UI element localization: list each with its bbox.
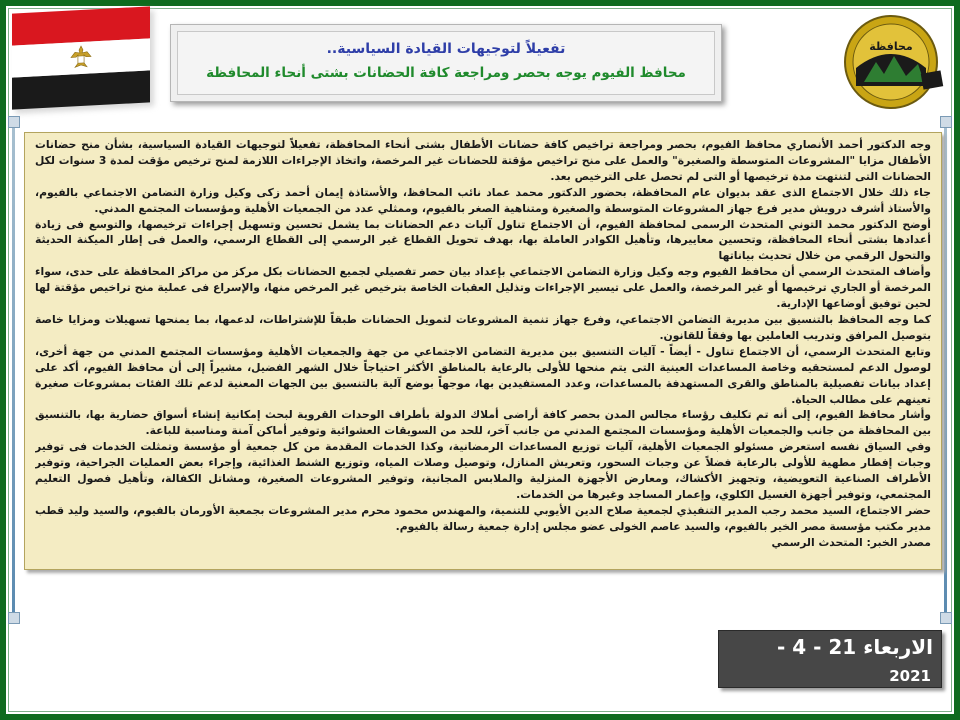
article-paragraph: أوضح الدكتور محمد التوني المتحدث الرسمى لمحافظة الفيوم، أن الاجتماع تناول آليات دعم الحضانات بما يشمل تحسين وتسهيل إجراءات ترخيصها، والتوسع فى زيادة أعدادها بشتى أنحاء المحافظة، وتحسين معاييرها، وتأهيل الكوادر العاملة بها، بهدف تحويل القطاع غير الرسمي إلى القطاع الرسمي، والعمل فى إطار الميكنة الحديثة والتحول الرقمي من خلال تحديث بياناتها xyxy=(35,217,931,263)
date-text: الاربعاء 21 - 4 - xyxy=(776,635,933,659)
article-paragraph: وجه الدكتور أحمد الأنصاري محافظ الفيوم، بحصر ومراجعة تراخيص كافة حضانات الأطفال بشتى أنحاء المحافظة، تفعيلاً لتوجيهات القيادة السياسية، بشأن منح حضانات الأطفال مزايا "المشروعات المتوسطة والصغيرة" والعمل على منح تراخيص مؤقتة للحضانات غير المرخصة، واتخاذ الإجراءات اللازمة لمنح ترخيص مؤقت لمدة 3 سنوات لكل الحضانات التى لتنتهت مدة ترخيصها أو التى لم تحصل على الترخيص بعد. xyxy=(35,138,931,183)
right-decor-line xyxy=(944,120,947,616)
article-paragraph: وأضاف المتحدث الرسمي أن محافظ الفيوم وجه وكيل وزارة التضامن الاجتماعي بإعداد بيان حصر تفصيلي لجميع الحضانات بكل مركز من مراكز المحافظة على حدى، سواء المرخصة أو الجاري ترخيصها أو غير المرخصة، والعمل على تيسير الإجراءات وتذليل العقبات الخاصة بترخيص غير المرخص منها، والإسراع فى عملية منح تراخيص مؤقتة لها لحين توفيق أوضاعها الإدارية. xyxy=(35,265,931,311)
date-box xyxy=(718,630,942,688)
article-paragraph: جاء ذلك خلال الاجتماع الذى عقد بديوان عام المحافظة، بحضور الدكتور محمد عماد نائب المحافظ، والأستاذة إيمان أحمد زكى وكيل وزارة التضامن الاجتماعي بالفيوم، والأستاذ أشرف درويش مدير فرع جهاز المشروعات المتوسطة والصغيرة ومتناهية الصغر بالفيوم، وممثلي عدد من الجمعيات الأهلية ومؤسسات المجتمع المدني. xyxy=(35,185,931,215)
svg-text:محافظة: محافظة xyxy=(869,40,913,53)
governorate-emblem-icon xyxy=(836,10,946,114)
article-paragraph: كما وجه المحافظ بالتنسيق بين مديرية التضامن الاجتماعي، وفرع جهاز تنمية المشروعات لتمويل الحضانات طبقاً للإشتراطات، لدعمها، بما يمنحها تسهيلات ومزايا خاصة بتوصيل المرافق وتدريب العاملين بها وفقاً للقانون. xyxy=(35,312,931,342)
article-source: مصدر الخبر: المتحدث الرسمي xyxy=(771,535,931,549)
article-paragraph: حضر الاجتماع، السيد محمد رجب المدير التنفيذي لجمعية صلاح الدين الأيوبي للتنمية، والمهندس محمود محرم مدير المشروعات بجمعية الأورمان بالفيوم، والسيد وليد قطب مدير مكتب مؤسسة مصر الخير بالفيوم، والسيد عاصم الخولى عضو مجلس إدارة جمعية رسالة بالفيوم. xyxy=(35,503,931,533)
right-decor-box-top xyxy=(940,116,952,128)
page-subtitle: محافظ الفيوم يوجه بحصر ومراجعة كافة الحضانات بشتى أنحاء المحافظة xyxy=(206,65,686,81)
page-title: تفعيلاً لتوجيهات القيادة السياسية.. xyxy=(326,41,566,57)
article-paragraph: وفي السياق نفسه استعرض مسئولو الجمعيات الأهلية، آليات توزيع المساعدات الرمضانية، وكذا الخدمات المقدمة من كل جمعية أو مؤسسة وتمثلت الخدمات فى توفير وجبات إفطار مطهية للأولى بالرعاية فضلاً عن وجبات السحور، وتعريش المنازل، وتوصيل وصلات المياه، وتوزيع الشنط الغذائية، وإجراء بعض العمليات الجراحية، وتوفير الأطراف الصناعية التعويضية، وتجهيز الأكشاك، ومعارض الأجهزة المنزلية والملابس المجانية، وتوفير المشروعات الصغيرة، ومشاتل الكفالة، وتأهيل فصول التعليم المجتمعي، وتوفير أجهزة الغسيل الكلوي، وإعمار المساجد وغيرها من الخدمات. xyxy=(35,440,931,501)
article-paragraph: وتابع المتحدث الرسمي، أن الاجتماع تناول - أيضاً - آليات التنسيق بين مديرية التضامن الاجتماعي من جهة والجمعيات الأهلية ومؤسسات المجتمع المدني من جهة أخرى، لوصول الدعم لمستحقيه وخاصة المساعدات العينية التى يتم منحها للأولى بالرعاية بالمناطق الأكثر احتياجاً خلال الشهر الفضيل، مشيراً إلى أن محافظ الفيوم، أكد على إعداد بيانات تفصيلية بالمناطق والقرى المستهدفة بالمساعدات، وعدد المستفيدين بها، موجهاً بوضع آلية بالتنسيق بين الجهات المعنية لدعم تلك الفئات بمشروعات صغيرة تعينهم على مطالب الحياة. xyxy=(35,344,931,406)
article-paragraph: وأشار محافظ الفيوم، إلى أنه تم تكليف رؤساء مجالس المدن بحصر كافة أراضى أملاك الدولة بأطراف الوحدات القروية لبحث إمكانية إنشاء أسواق حضارية بها، بالتنسيق بين المحافظة من جانب والجمعيات الأهلية ومؤسسات المجتمع المدني من جانب آخر، للحد من السويقات العشوائية وتوفير أماكن آمنة ومناسبة للباعة. xyxy=(35,408,931,438)
eagle-icon xyxy=(70,44,92,71)
title-box xyxy=(170,24,722,102)
article-body xyxy=(35,137,931,565)
article-box xyxy=(24,132,942,570)
right-decor-box-bottom xyxy=(940,612,952,624)
left-decor-box-bottom xyxy=(8,612,20,624)
date-year: 2021 xyxy=(889,667,931,685)
left-decor-box-top xyxy=(8,116,20,128)
egypt-flag-icon xyxy=(12,6,150,109)
left-decor-line xyxy=(12,120,15,616)
